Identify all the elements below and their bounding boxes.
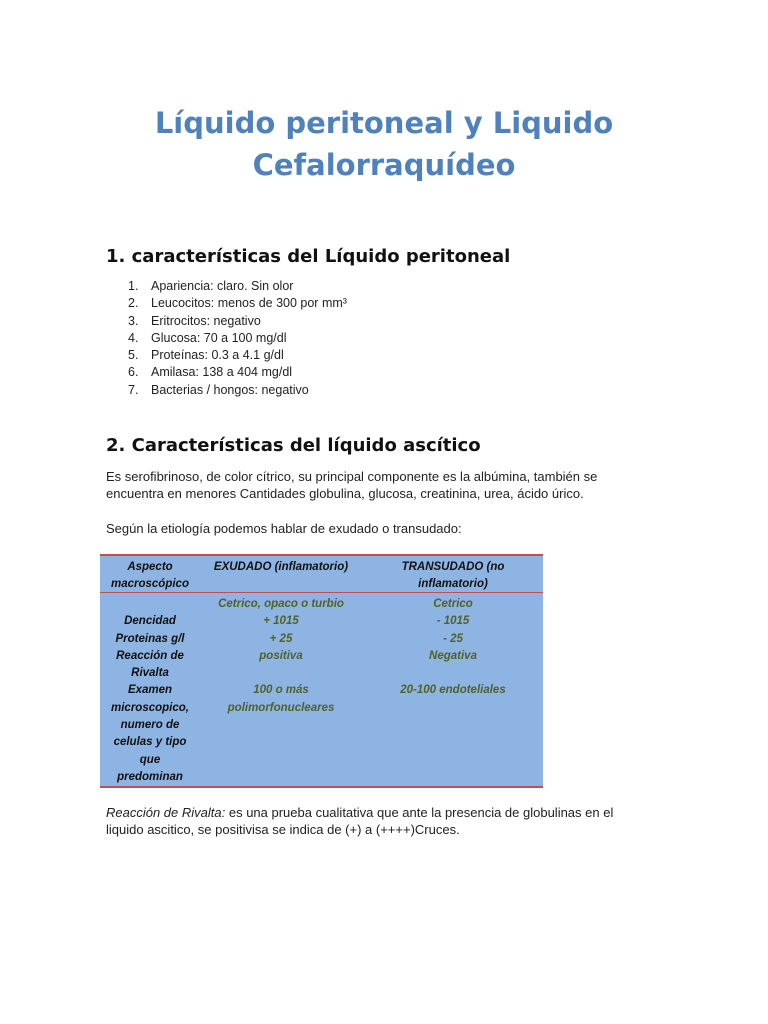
ascitic-description-line-2: encuentra en menores Cantidades globulina, glucosa, creatinina, urea, ácido úrico. bbox=[106, 486, 584, 501]
title-line-1: Líquido peritoneal y Liquido bbox=[154, 106, 614, 140]
exudate-transudate-table bbox=[100, 554, 543, 788]
header-aspecto: Aspecto macroscópico bbox=[111, 561, 189, 591]
section-1-heading: 1. características del Líquido peritoneal bbox=[106, 246, 511, 267]
list-item: 2. Leucocitos: menos de 300 por mm³ bbox=[128, 296, 347, 311]
rivalta-paragraph-line-1: Reacción de Rivalta: es una prueba cualitativa que ante la presencia de globulinas en el bbox=[106, 805, 614, 820]
list-item: 4. Glucosa: 70 a 100 mg/dl bbox=[128, 330, 287, 345]
exudado-values-column: Cetrico, opaco o turbio + 1015 + 25 positiva 100 o más polimorfonucleares bbox=[218, 598, 344, 714]
header-transudado: TRANSUDADO (no inflamatorio) bbox=[401, 561, 505, 591]
transudado-values-column: Cetrico - 1015 - 25 Negativa 20-100 endoteliales bbox=[400, 598, 506, 697]
section-2-heading: 2. Características del líquido ascítico bbox=[106, 435, 481, 456]
etiology-paragraph: Según la etiología podemos hablar de exudado o transudado: bbox=[106, 521, 462, 536]
list-item: 5. Proteínas: 0.3 a 4.1 g/dl bbox=[128, 348, 284, 363]
ascitic-description-line-1: Es serofibrinoso, de color cítrico, su principal componente es la albúmina, también se bbox=[106, 469, 598, 484]
row-labels-column: Dencidad Proteinas g/l Reacción de Rivalta Examen microscopico, numero de celulas y tipo que predominan bbox=[111, 615, 189, 783]
header-divider bbox=[100, 592, 543, 593]
rivalta-paragraph-line-2: liquido ascitico, se positivisa se indica de (+) a (++++)Cruces. bbox=[106, 822, 460, 837]
list-item: 6. Amilasa: 138 a 404 mg/dl bbox=[128, 365, 293, 380]
list-item: 7. Bacterias / hongos: negativo bbox=[128, 382, 309, 397]
rivalta-term: Reacción de Rivalta: bbox=[106, 805, 226, 820]
title-line-2: Cefalorraquídeo bbox=[252, 148, 516, 182]
page-title bbox=[0, 102, 768, 186]
header-exudado: EXUDADO (inflamatorio) bbox=[213, 561, 349, 573]
list-item: 1. Apariencia: claro. Sin olor bbox=[128, 279, 294, 293]
list-item: 3. Eritrocitos: negativo bbox=[128, 313, 261, 328]
peritoneal-characteristics-list bbox=[128, 278, 347, 399]
